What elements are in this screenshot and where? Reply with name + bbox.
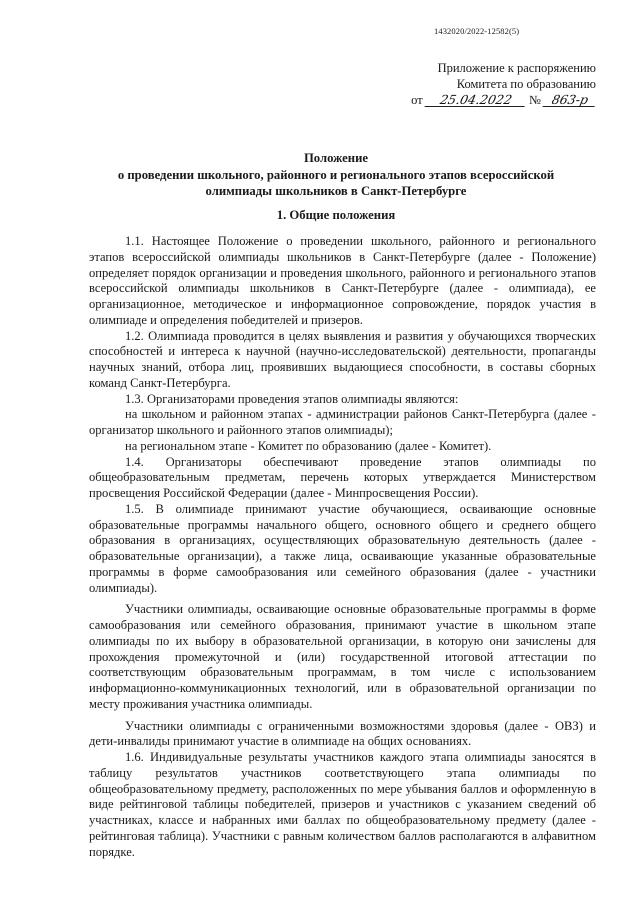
document-title [96, 150, 576, 200]
paragraph-1-2: 1.2. Олимпиада проводится в целях выявления и развития у обучающихся творческих способностей и интереса к научной (научно-исследовательской) деятельности, пропаганды научных знаний, отбора лиц, проявивших выдающиеся способности, в составы сборных команд Санкт-Петербурга. [89, 328, 596, 390]
appendix-line-2: Комитета по образованию [456, 77, 596, 91]
paragraph-1-6: 1.6. Индивидуальные результаты участников каждого этапа олимпиады заносятся в таблицу результатов участников соответствующего этапа олимпиады по общеобразовательному предмету, расположенных по мере убывания баллов и оформленную в виде рейтинговой таблицы победителей, призеров и участников с указанием сведений об участниках, классе и набранных ими баллах по общеобразовательному предмету (далее - рейтинговая таблица). Участники с равным количеством баллов располагаются в алфавитном порядке. [89, 750, 596, 859]
title-line-3: олимпиады школьников в Санкт-Петербурге [205, 184, 467, 198]
number-prefix: № [528, 93, 541, 107]
document-number: 1432020/2022-12582(5) [434, 26, 520, 36]
paragraph-1-3-school: на школьном и районном этапах - администрации районов Санкт-Петербурга (далее - организатор школьного и районного этапов олимпиады); [89, 407, 596, 437]
appendix-block [411, 60, 596, 108]
appendix-date-line [411, 92, 596, 108]
appendix-line-1: Приложение к распоряжению [437, 61, 596, 75]
paragraph-1-5: 1.5. В олимпиаде принимают участие обучающиеся, осваивающие основные образовательные программы начального общего, основного общего и среднего общего образования в организациях, осуществляющих образовательную деятельность (далее - образовательные организации), а также лица, осваивающие указанные образовательные программы в форме самообразования или семейного образования (далее - участники олимпиады). [89, 501, 596, 595]
paragraph-1-1: 1.1. Настоящее Положение о проведении школьного, районного и регионального этапов всероссийской олимпиады школьников в Санкт-Петербурге (далее - Положение) определяет порядок организации и проведения школьного, районного и регионального этапов всероссийской олимпиады школьников в Санкт-Петербурге (далее - олимпиада), ее организационное, методическое и информационное сопровождение, порядок участия в олимпиаде и определения победителей и призеров. [89, 234, 596, 327]
paragraph-self-education: Участники олимпиады, осваивающие основные образовательные программы в форме самообразования или семейного образования, принимают участие в школьном этапе олимпиады по их выбору в образовательной организации, в которую они зачислены для прохождения промежуточной и (или) государственной итоговой аттестации по соответствующим образовательным программам, в том числе с использованием информационно-коммуникационных технологий, или в образовательной организации по месту проживания участника олимпиады. [89, 602, 596, 711]
handwritten-number: 863-р [543, 93, 598, 107]
paragraph-1-4: 1.4. Организаторы обеспечивают проведение этапов олимпиады по общеобразовательным предметам, перечень которых утверждается Министерством просвещения Российской Федерации (далее - Минпросвещения России). [89, 454, 596, 500]
title-line-2: о проведении школьного, районного и регионального этапов всероссийской [117, 167, 555, 182]
paragraph-1-3: 1.3. Организаторами проведения этапов олимпиады являются: [125, 391, 459, 406]
paragraph-1-3-regional: на региональном этапе - Комитет по образованию (далее - Комитет). [125, 438, 492, 453]
title-line-1: Положение [303, 151, 369, 165]
date-prefix: от [411, 93, 423, 107]
document-body [89, 234, 596, 860]
section-heading: 1. Общие положения [276, 208, 396, 222]
handwritten-date: 25.04.2022 [424, 93, 527, 107]
paragraph-ovz: Участники олимпиады с ограниченными возможностями здоровья (далее - ОВЗ) и дети-инвалиды принимают участие в олимпиаде на общих основаниях. [89, 718, 596, 749]
